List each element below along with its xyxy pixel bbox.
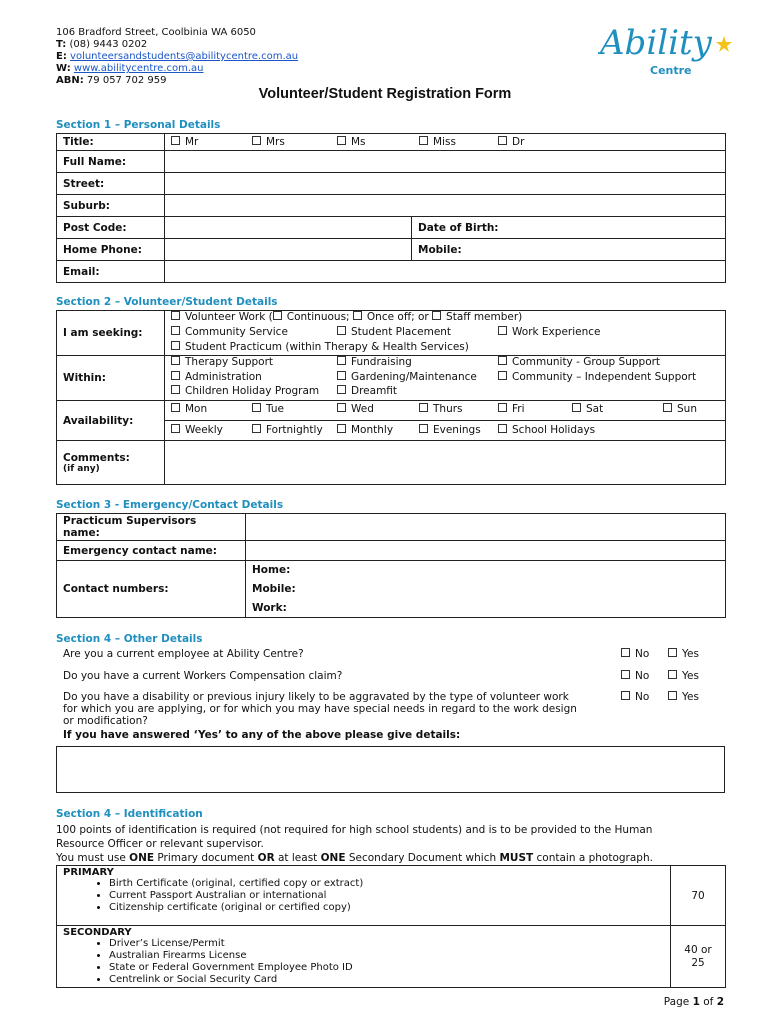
secondary-docs: SECONDARY • Driver’s License/Permit • Australian Firearms License • State or Federal Government Employee Photo ID • Centrelink or Social Security Card [57, 926, 671, 988]
identification-heading: Section 4 – Identification [56, 808, 203, 820]
web-link[interactable]: www.abilitycentre.com.au [73, 63, 204, 74]
title-option-mr[interactable]: Mr [171, 136, 198, 148]
within-therapy-support[interactable]: Therapy Support [171, 356, 273, 368]
primary-docs: PRIMARY • Birth Certificate (original, certified copy or extract) • Current Passport Australian or international • Citizenship certificate (original or certified copy) [57, 866, 671, 926]
fullname-field[interactable] [165, 151, 726, 173]
emergency-contact-table [56, 513, 726, 618]
title-option-ms[interactable]: Ms [337, 136, 366, 148]
star-icon [716, 36, 732, 52]
checkbox-icon [171, 356, 180, 365]
title-option-dr[interactable]: Dr [498, 136, 524, 148]
list-item: • Birth Certificate (original, certified copy or extract) [109, 878, 664, 890]
day-sun[interactable]: Sun [663, 403, 697, 415]
checkbox-icon [337, 356, 346, 365]
checkbox-icon [498, 371, 507, 380]
ability-centre-logo [598, 14, 738, 84]
email-line: E: volunteersandstudents@abilitycentre.com.au [56, 51, 299, 62]
emergency-contact-field[interactable] [246, 541, 726, 561]
section4-heading: Section 4 – Other Details [56, 633, 203, 645]
street-label: Street: [57, 173, 165, 195]
list-item: • Citizenship certificate (original or certified copy) [109, 902, 664, 914]
checkbox-icon [337, 385, 346, 394]
freq-monthly[interactable]: Monthly [337, 424, 393, 436]
within-fundraising[interactable]: Fundraising [337, 356, 412, 368]
day-wed[interactable]: Wed [337, 403, 374, 415]
community-service-option[interactable]: Community Service [171, 326, 288, 338]
title-label: Title: [57, 134, 165, 151]
contact-numbers-label: Contact numbers: [57, 561, 246, 618]
postcode-field[interactable] [165, 217, 412, 239]
fullname-label: Full Name: [57, 151, 165, 173]
checkbox-icon [337, 424, 346, 433]
list-item: • Driver’s License/Permit [109, 938, 664, 950]
q2-no[interactable]: No [621, 670, 649, 682]
question-employee: Are you a current employee at Ability Centre? [63, 648, 304, 660]
checkbox-icon [171, 385, 180, 394]
within-gardening[interactable]: Gardening/Maintenance [337, 371, 477, 383]
details-field[interactable] [56, 746, 725, 793]
phone-line: T: (08) 9443 0202 [56, 39, 148, 50]
contact-numbers-field[interactable] [246, 561, 726, 618]
title-option-miss[interactable]: Miss [419, 136, 456, 148]
supervisor-label: Practicum Supervisors name: [57, 514, 246, 541]
day-mon[interactable]: Mon [171, 403, 207, 415]
checkbox-icon [419, 136, 428, 145]
list-item: • Centrelink or Social Security Card [109, 974, 664, 986]
availability-options [165, 401, 726, 441]
form-title: Volunteer/Student Registration Form [258, 86, 512, 102]
checkbox-icon [668, 691, 677, 700]
volunteer-work-option[interactable]: Volunteer Work ( Continuous; Once off; or Staff member) [171, 311, 522, 323]
within-children-holiday[interactable]: Children Holiday Program [171, 385, 319, 397]
checkbox-icon [171, 311, 180, 320]
checkbox-icon [498, 356, 507, 365]
mobile-field[interactable]: Mobile: [412, 239, 726, 261]
checkbox-icon [171, 371, 180, 380]
seeking-label: I am seeking: [57, 311, 165, 356]
checkbox-icon [171, 341, 180, 350]
svg-text:Centre: Centre [650, 64, 692, 77]
details-prompt: If you have answered ‘Yes’ to any of the above please give details: [63, 729, 461, 741]
list-item: • Australian Firearms License [109, 950, 664, 962]
checkbox-icon [498, 424, 507, 433]
within-dreamfit[interactable]: Dreamfit [337, 385, 397, 397]
list-item: • Current Passport Australian or international [109, 890, 664, 902]
checkbox-icon [171, 326, 180, 335]
title-options [165, 134, 726, 151]
checkbox-icon [663, 403, 672, 412]
checkbox-icon [621, 670, 630, 679]
list-item: • State or Federal Government Employee Photo ID [109, 962, 664, 974]
student-placement-option[interactable]: Student Placement [337, 326, 451, 338]
checkbox-icon [252, 424, 261, 433]
day-fri[interactable]: Fri [498, 403, 525, 415]
web-line: W: www.abilitycentre.com.au [56, 63, 204, 74]
work-number-label: Work: [252, 602, 287, 614]
within-administration[interactable]: Administration [171, 371, 262, 383]
email-field[interactable] [165, 261, 726, 283]
checkbox-icon [621, 648, 630, 657]
checkbox-icon [337, 371, 346, 380]
svg-text:Ability: Ability [600, 23, 712, 63]
checkbox-icon [252, 136, 261, 145]
checkbox-icon [273, 311, 282, 320]
checkbox-icon [498, 326, 507, 335]
question-disability: Do you have a disability or previous injury likely to be aggravated by the type of volunteer work for which you are applying, or for which you may have special needs in regard to the work design or modification? [63, 691, 577, 727]
checkbox-icon [668, 670, 677, 679]
identification-text: 100 points of identification is required (not required for high school students) and is to be provided to the Human Resource Officer or relevant supervisor. You must use ONE Primary document OR at least ONE Secondary Document which MUST contain a photograph. [56, 824, 653, 864]
within-community-independent[interactable]: Community – Independent Support [498, 371, 696, 383]
section3-heading: Section 3 - Emergency/Contact Details [56, 499, 284, 511]
supervisor-field[interactable] [246, 514, 726, 541]
street-field[interactable] [165, 173, 726, 195]
q1-yes[interactable]: Yes [668, 648, 699, 660]
suburb-field[interactable] [165, 195, 726, 217]
checkbox-icon [337, 136, 346, 145]
q3-no[interactable]: No [621, 691, 649, 703]
q3-yes[interactable]: Yes [668, 691, 699, 703]
availability-label: Availability: [57, 401, 165, 441]
work-experience-option[interactable]: Work Experience [498, 326, 600, 338]
page-number: Page 1 of 2 [663, 996, 724, 1008]
freq-school-holidays[interactable]: School Holidays [498, 424, 595, 436]
within-label: Within: [57, 356, 165, 401]
checkbox-icon [252, 403, 261, 412]
section1-heading: Section 1 – Personal Details [56, 119, 221, 131]
address: 106 Bradford Street, Coolbinia WA 6050 [56, 27, 256, 38]
title-option-mrs[interactable]: Mrs [252, 136, 285, 148]
freq-weekly[interactable]: Weekly [171, 424, 223, 436]
checkbox-icon [419, 424, 428, 433]
homephone-label: Home Phone: [57, 239, 165, 261]
q1-no[interactable]: No [621, 648, 649, 660]
checkbox-icon [171, 403, 180, 412]
checkbox-icon [621, 691, 630, 700]
volunteer-details-table [56, 310, 726, 485]
checkbox-icon [171, 136, 180, 145]
checkbox-icon [419, 403, 428, 412]
q2-yes[interactable]: Yes [668, 670, 699, 682]
identification-table [56, 865, 726, 988]
email-link[interactable]: volunteersandstudents@abilitycentre.com.au [70, 51, 299, 62]
checkbox-icon [498, 136, 507, 145]
checkbox-icon [337, 326, 346, 335]
primary-points: 70 [671, 866, 726, 926]
day-sat[interactable]: Sat [572, 403, 603, 415]
checkbox-icon [668, 648, 677, 657]
postcode-label: Post Code: [57, 217, 165, 239]
secondary-points: 40 or 25 [671, 926, 726, 988]
within-community-group[interactable]: Community - Group Support [498, 356, 660, 368]
checkbox-icon [432, 311, 441, 320]
comments-label: Comments: (if any) [57, 441, 165, 485]
dob-field[interactable]: Date of Birth: [412, 217, 726, 239]
suburb-label: Suburb: [57, 195, 165, 217]
emergency-contact-label: Emergency contact name: [57, 541, 246, 561]
student-practicum-option[interactable]: Student Practicum (within Therapy & Health Services) [171, 341, 469, 353]
checkbox-icon [337, 403, 346, 412]
abn-line: ABN: 79 057 702 959 [56, 75, 167, 86]
within-options [165, 356, 726, 401]
day-tue[interactable]: Tue [252, 403, 284, 415]
day-thurs[interactable]: Thurs [419, 403, 463, 415]
email-label: Email: [57, 261, 165, 283]
question-workers-comp: Do you have a current Workers Compensation claim? [63, 670, 343, 682]
homephone-field[interactable] [165, 239, 412, 261]
home-number-label: Home: [252, 564, 291, 576]
seeking-options [165, 311, 726, 356]
checkbox-icon [572, 403, 581, 412]
mobile-number-label: Mobile: [252, 583, 296, 595]
comments-field[interactable] [165, 441, 726, 485]
checkbox-icon [498, 403, 507, 412]
checkbox-icon [171, 424, 180, 433]
freq-evenings[interactable]: Evenings [419, 424, 481, 436]
checkbox-icon [353, 311, 362, 320]
section2-heading: Section 2 – Volunteer/Student Details [56, 296, 278, 308]
freq-fortnightly[interactable]: Fortnightly [252, 424, 323, 436]
personal-details-table [56, 133, 726, 283]
